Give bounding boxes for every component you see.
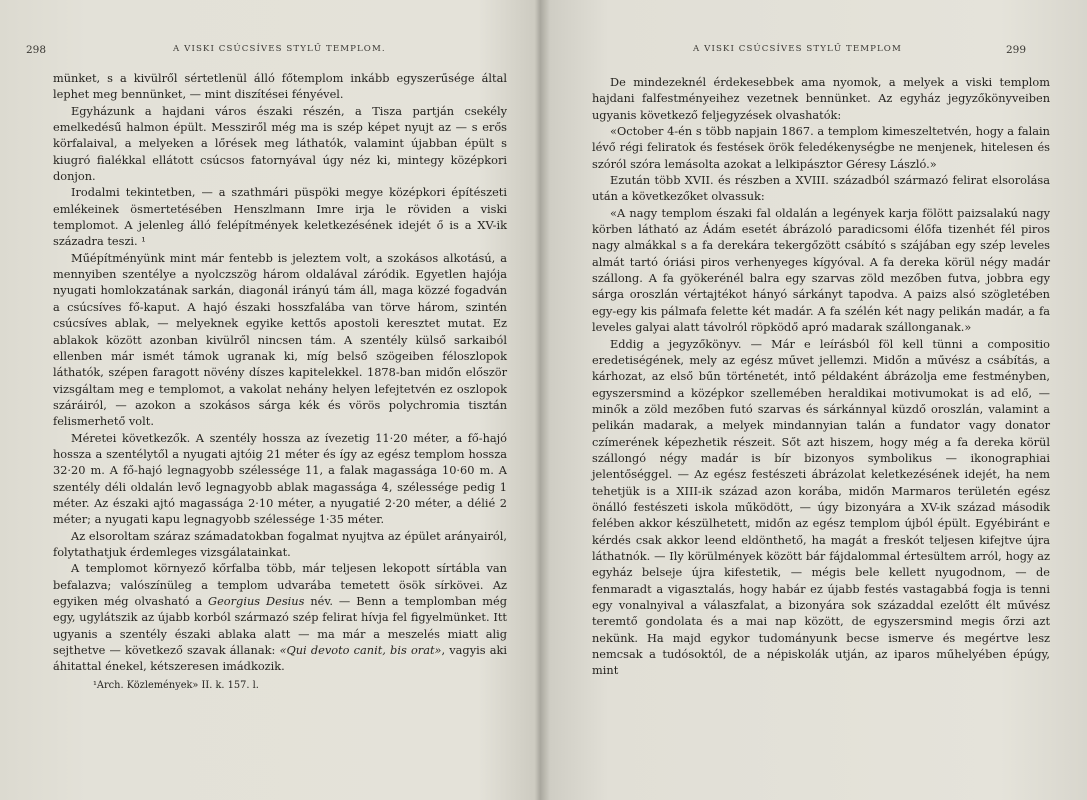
text-span: , vagyis aki áhitattal énekel, kétszeresen imádkozik. bbox=[53, 643, 507, 674]
paragraph: Műépítményünk mint már fentebb is jeleztem volt, a szokásos alkotású, a mennyiben szentélye a nyolczszög három oldalával záródik. Egyetlen hajója nyugati homlokzatának sarkán, diagonál irányú tám áll, maga közzé fogadván a csúcsíves fő-kaput. A hajó északi hosszfalába van törve három, szintén csúcsíves ablak, — melyeknek egyike kettős apostoli keresztet mutat. Ez ablakok között azonban kivülről nincsen tám. A szentély külső sarkaiból ellenben már ismét támok ugranak ki, míg belső szögeiben féloszlopok láthatók, szépen faragott növény díszes kapitelekkel. 1878-ban midőn először vizsgáltam meg e templomot, a vakolat nehány helyen lefejtetvén ez oszlopok száráiról, — azokon a szokásos sárga kék és vörös polychromia tisztán felismerhető volt. bbox=[53, 250, 507, 429]
paragraph: De mindezeknél érdekesebbek ama nyomok, a melyek a viski templom hajdani falfestményeihez vezetnek bennünket. Az egyház jegyzőkönyveiben ugyanis következő feljegyzések olvashatók: bbox=[592, 75, 1050, 122]
page-number-right: 299 bbox=[1006, 44, 1027, 56]
running-head-right: A VISKI CSÚCSÍVES STYLŰ TEMPLOM bbox=[693, 44, 902, 54]
paragraph: Méretei következők. A szentély hossza az ívezetig 11·20 méter, a fő-hajó hossza a szentélytől a nyugati ajtóig 21 méter és így az egész templom hossza 32·20 m. A fő-hajó legnagyobb szélessége 11, a falak magassága 10·60 m. A szentély déli oldalán levő legnagyobb ablak magassága 4, szélessége pedig 1 méter. Az északi ajtó magassága 2·10 méter, a nyugatié 2·20 méter, a délié 2 méter; a nyugati kapu legnagyobb szélessége 1·35 méter. bbox=[53, 430, 507, 527]
left-page bbox=[0, 0, 540, 800]
text-span: név. — Benn a templomban még egy, ugylátszik az újabb korból származó szép felirat hívja fel figyelmünket. Itt ugyanis a szentély északi ablaka alatt — ma már a meszelés miatt alig sejthetve — következő szavak állanak: bbox=[53, 594, 507, 658]
italic-quote: «Qui devoto canit, bis orat» bbox=[279, 643, 442, 658]
paragraph: Irodalmi tekintetben, — a szathmári püspöki megye középkori építészeti emlékeinek ösmertetésében Henszlmann Imre irja le röviden a viski templomot. A jelenleg álló felépítmények keletkezésének idejét ő is a XV-ik századra teszi. ¹ bbox=[53, 185, 507, 249]
right-page bbox=[543, 0, 1087, 800]
paragraph: münket, s a kivülről sértetlenül álló főtemplom inkább egyszerűsége által lephet meg bennünket, — mint diszítései fényével. bbox=[53, 71, 507, 102]
italic-name: Georgius Desius bbox=[208, 594, 305, 608]
paragraph: «A nagy templom északi fal oldalán a legények karja fölött paizsalakú nagy körben látható az Ádám esetét ábrázoló paradicsomi élőfa tizenhét fél piros nagy almákkal s a fa derekára tekergőzött csábító s szájában egy szép leveles almát tartó óriási piros verhenyeges kígyóval. A fa dereka körül négy madár szállong. A fa gyökerénél balra egy szarvas zöld mezőben futva, jobbra egy sárga oroszlán vértajtékot hányó sárkányt tapodva. A paizs alsó szögletében egy-egy kis pálmafa felette két madár. A fa szélén két nagy pelikán madár, a fa leveles galyai alatt távolról röpködő apró madarak szállonganak.» bbox=[592, 205, 1050, 335]
paragraph: Az elsoroltam száraz számadatokban fogalmat nyujtva az épület arányairól, folytathatjuk érdemleges vizsgálatainkat. bbox=[53, 528, 507, 559]
right-page-text bbox=[592, 74, 1050, 679]
running-head-left: A VISKI CSÚCSÍVES STYLŰ TEMPLOM. bbox=[173, 44, 386, 54]
footnote: ¹Arch. Közlemények» II. k. 157. l. bbox=[93, 679, 259, 691]
left-page-text bbox=[53, 70, 507, 694]
page-number-left: 298 bbox=[26, 44, 47, 56]
paragraph: Eddig a jegyzőkönyv. — Már e leírásból föl kell tünni a compositio eredetiségének, mely az egész művet jellemzi. Midőn a művész a csábítás, a kárhozat, az első bűn történetét, intő példaként ábrázolja eme festményben, egyszersmind a középkor szellemében heraldikai motivumokat is ad elő, — minők a zöld mezőben futó szarvas és sárkánnyal küzdő oroszlán, valamint a pelikán madarak, a melyek mindannyian talán a fundator vagy donator czímerének képezhetik részeit. Sőt azt hiszem, hogy még a fa dereka körül szállongó négy madár is bír bizonyos symbolikus — ikonographiai jelentőséggel. — Az egész festészeti ábrázolat keletkezésének idejét, ha nem tehetjük is a XIII-ik század azon korába, midőn Marmaros területén egész önálló festészeti iskola működött, — úgy bizonyára a XV-ik század második felében akkor készülhetett, midőn az egész templom újból épült. Egyébiránt e kérdés csak akkor leend eldönthető, ha magát a freskót teljesen kifejtve újra láthatnók. — Ily körülmények között bár fájdalommal értesültem arról, hogy az egyház belseje újra kifestetik, — mégis bele kellett nyugodnom, — de fenmaradt a vigasztalás, hogy habár ez újabb festés vastagabbá fogja is tenni egy vonalnyival a válaszfalat, a bizonyára sok századdal ezelőtt élt művész teremtő gondolata és a mai nap között, de egyszersmind megis őrzi azt nekünk. Ha majd egykor tudományunk becse ismerve és megértve lesz nemcsak a tudósoktól, de a népiskolák utján, az iparos műhelyében épúgy, mint bbox=[592, 336, 1050, 678]
paragraph: Egyházunk a hajdani város északi részén, a Tisza partján csekély emelkedésű halmon épült. Messziről még ma is szép képet nyujt az — s erős körfalaival, a melyeken a lőrések meg láthatók, valamint újabban épült s kiugró fialékkal ellátott csúcsos fatornyával úgy néz ki, mintegy középkori donjon. bbox=[53, 103, 507, 184]
paragraph bbox=[53, 560, 507, 674]
paragraph: Ezután több XVII. és részben a XVIII. századból származó felirat elsorolása után a következőket olvassuk: bbox=[592, 173, 1050, 204]
text-span: A templomot környező kőrfalba több, már teljesen lekopott sírtábla van befalazva; valószínüleg a templom udvarába temetett ösök sírkövei. Az egyiken még olvasható a bbox=[53, 561, 507, 608]
paragraph: «October 4-én s több napjain 1867. a templom kimeszeltetvén, hogy a falain lévő régi feliratok és festések örök feledékenységbe ne menjenek, hitelesen és szóról szóra lemásolta azokat a lelkipásztor Géresy László.» bbox=[592, 124, 1050, 171]
